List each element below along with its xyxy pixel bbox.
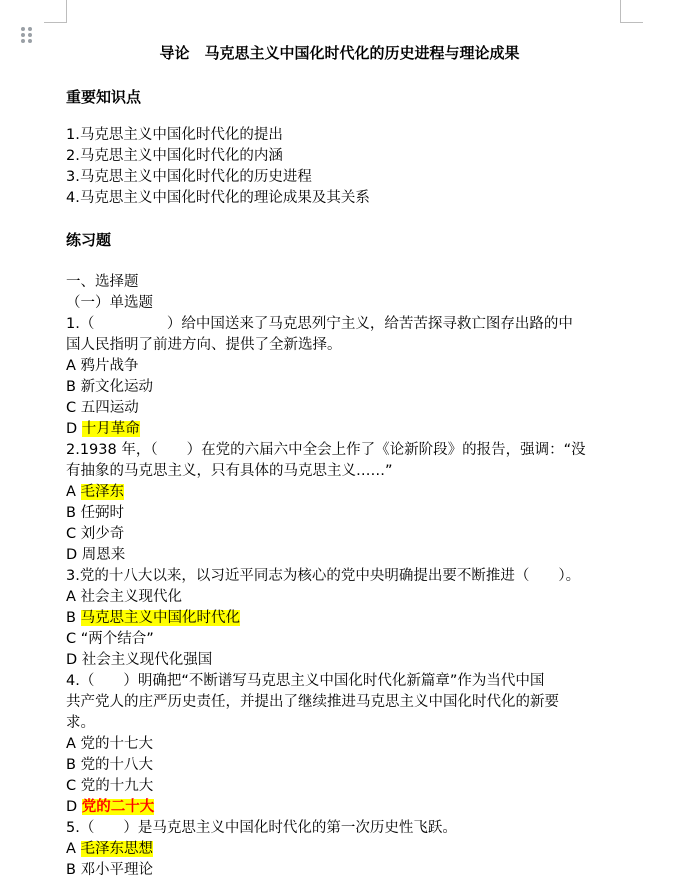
option-prefix: C <box>66 526 81 542</box>
knowledge-item: 1.马克思主义中国化时代化的提出 <box>66 127 283 143</box>
option-prefix: A <box>66 484 81 500</box>
question-stem: 3.党的十八大以来，以习近平同志为核心的党中央明确提出要不断推进（ ）。 <box>66 568 581 584</box>
question-stem: 4.（ ）明确把“不断谱写马克思主义中国化时代化新篇章”作为当代中国 <box>66 673 545 689</box>
option-text: 社会主义现代化强国 <box>81 652 213 668</box>
question-stem: 求。 <box>66 715 95 731</box>
option-prefix: A <box>66 358 81 374</box>
option-prefix: B <box>66 505 81 521</box>
document-body <box>66 125 626 881</box>
knowledge-item: 4.马克思主义中国化时代化的理论成果及其关系 <box>66 190 370 206</box>
question-stem: 2.1938 年，（ ）在党的六届六中全会上作了《论新阶段》的报告，强调：“没 <box>66 442 586 458</box>
question-stem: 5.（ ）是马克思主义中国化时代化的第一次历史性飞跃。 <box>66 820 457 836</box>
option <box>66 650 626 671</box>
page-corner-mark-right <box>620 0 643 23</box>
option-text: 邓小平理论 <box>80 862 154 878</box>
option-prefix: A <box>66 736 81 752</box>
option <box>66 587 626 608</box>
option-prefix: C <box>66 631 81 647</box>
document-title: 导论 马克思主义中国化时代化的历史进程与理论成果 <box>159 44 520 62</box>
exercises-heading: 练习题 <box>66 231 112 249</box>
option-text: “两个结合” <box>80 631 154 647</box>
highlighted-answer: 毛泽东 <box>80 484 125 500</box>
knowledge-item: 3.马克思主义中国化时代化的历史进程 <box>66 169 312 185</box>
option-text: 党的十九大 <box>80 778 154 794</box>
option-prefix: D <box>66 799 82 815</box>
option-text: 党的十七大 <box>80 736 154 752</box>
option <box>66 797 626 818</box>
highlighted-answer: 马克思主义中国化时代化 <box>80 610 241 626</box>
option <box>66 419 626 440</box>
option-prefix: B <box>66 862 81 878</box>
question-stem: 共产党人的庄严历史责任，并提出了继续推进马克思主义中国化时代化的新要 <box>66 694 559 710</box>
knowledge-item: 2.马克思主义中国化时代化的内涵 <box>66 148 283 164</box>
knowledge-heading: 重要知识点 <box>66 88 142 106</box>
option-prefix: B <box>66 379 81 395</box>
question-stem: 国人民指明了前进方向、提供了全新选择。 <box>66 337 342 353</box>
subsection-title: （一）单选题 <box>66 295 153 311</box>
option <box>66 860 626 881</box>
option <box>66 629 626 650</box>
option <box>66 356 626 377</box>
option-text: 社会主义现代化 <box>80 589 183 605</box>
option-prefix: D <box>66 547 82 563</box>
option-text: 鸦片战争 <box>80 358 139 374</box>
highlighted-answer: 毛泽东思想 <box>80 841 154 857</box>
option <box>66 608 626 629</box>
highlighted-answer: 十月革命 <box>81 421 140 437</box>
option-prefix: C <box>66 778 81 794</box>
option <box>66 482 626 503</box>
option-text: 任弼时 <box>80 505 125 521</box>
option-prefix: C <box>66 400 81 416</box>
option <box>66 755 626 776</box>
option-text: 周恩来 <box>81 547 126 563</box>
question-stem: 有抽象的马克思主义，只有具体的马克思主义……” <box>66 463 393 479</box>
option-text: 党的十八大 <box>80 757 154 773</box>
page-corner-mark-left <box>44 0 67 23</box>
option-prefix: B <box>66 757 81 773</box>
option-prefix: D <box>66 652 82 668</box>
option-prefix: A <box>66 841 81 857</box>
question-stem: 1.（ ）给中国送来了马克思列宁主义，给苦苦探寻救亡图存出路的中 <box>66 316 573 332</box>
option <box>66 503 626 524</box>
option <box>66 524 626 545</box>
option <box>66 545 626 566</box>
option-text: 刘少奇 <box>80 526 125 542</box>
option <box>66 398 626 419</box>
option <box>66 776 626 797</box>
option-prefix: A <box>66 589 81 605</box>
option-text: 五四运动 <box>80 400 139 416</box>
option <box>66 839 626 860</box>
option-text: 新文化运动 <box>80 379 154 395</box>
option <box>66 734 626 755</box>
option <box>66 377 626 398</box>
option-prefix: D <box>66 421 82 437</box>
option-prefix: B <box>66 610 81 626</box>
section-title: 一、选择题 <box>66 274 139 290</box>
highlighted-answer: 党的二十大 <box>81 799 155 815</box>
